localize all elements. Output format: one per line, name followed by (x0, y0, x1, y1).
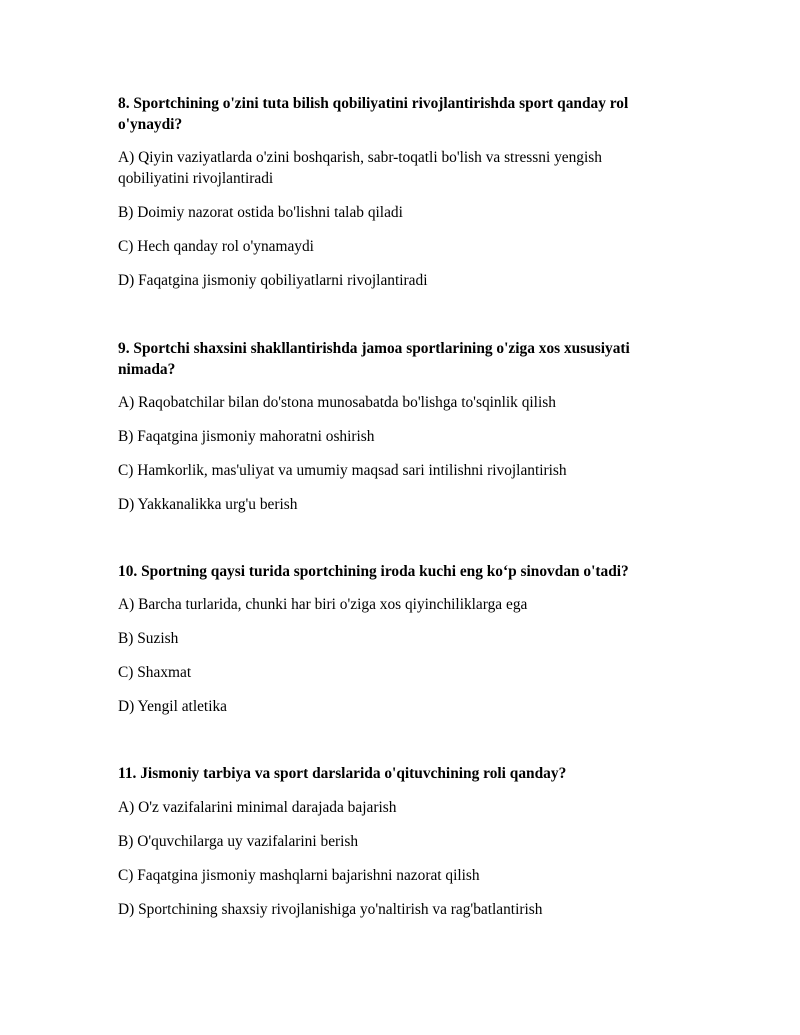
answer-option-c: C) Faqatgina jismoniy mashqlarni bajarishni nazorat qilish (118, 867, 480, 884)
answer-option-b: B) Faqatgina jismoniy mahoratni oshirish (118, 428, 375, 445)
answer-option-c: C) Shaxmat (118, 664, 192, 681)
question-title: 11. Jismoniy tarbiya va sport darslarida o'qituvchining roli qanday? (118, 765, 567, 782)
answer-option-c: C) Hech qanday rol o'ynamaydi (118, 238, 314, 255)
answer-option-b: B) Suzish (118, 630, 179, 647)
question-title: 10. Sportning qaysi turida sportchining iroda kuchi eng ko‘p sinovdan o'tadi? (118, 563, 629, 580)
answer-option-a: A) Qiyin vaziyatlarda o'zini boshqarish, sabr-toqatli bo'lish va stressni yengish qobiliyatini rivojlantiradi (118, 149, 602, 187)
question-8 (118, 93, 658, 289)
question-title: 9. Sportchi shaxsini shakllantirishda jamoa sportlarining o'ziga xos xususiyati nimada? (118, 340, 630, 378)
answer-option-c: C) Hamkorlik, mas'uliyat va umumiy maqsad sari intilishni rivojlantirish (118, 462, 567, 479)
answer-option-d: D) Faqatgina jismoniy qobiliyatlarni rivojlantiradi (118, 272, 428, 289)
answer-option-d: D) Sportchining shaxsiy rivojlanishiga yo'naltirish va rag'batlantirish (118, 901, 543, 918)
answer-option-b: B) Doimiy nazorat ostida bo'lishni talab qiladi (118, 204, 403, 221)
answer-option-b: B) O'quvchilarga uy vazifalarini berish (118, 833, 359, 850)
answer-option-d: D) Yakkanalikka urg'u berish (118, 496, 298, 513)
answer-option-a: A) O'z vazifalarini minimal darajada bajarish (118, 799, 397, 816)
question-9 (118, 338, 658, 513)
question-11 (118, 763, 658, 918)
answer-option-a: A) Raqobatchilar bilan do'stona munosabatda bo'lishga to'sqinlik qilish (118, 394, 556, 411)
answer-option-a: A) Barcha turlarida, chunki har biri o'ziga xos qiyinchiliklarga ega (118, 596, 528, 613)
question-10 (118, 561, 658, 715)
question-title: 8. Sportchining o'zini tuta bilish qobiliyatini rivojlantirishda sport qanday rol o'ynaydi? (118, 95, 629, 133)
answer-option-d: D) Yengil atletika (118, 698, 228, 715)
